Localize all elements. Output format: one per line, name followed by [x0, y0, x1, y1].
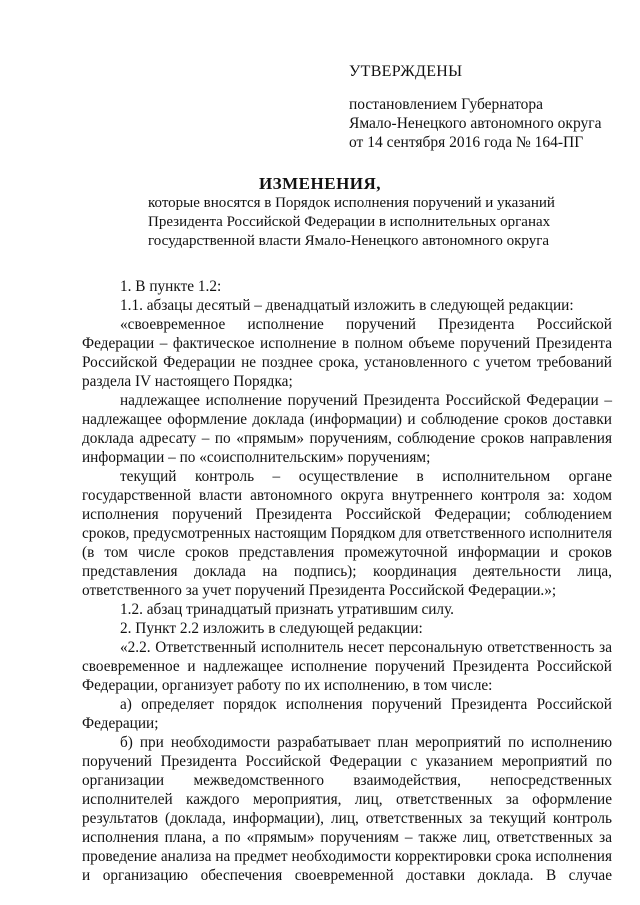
subtitle-line-3: государственной власти Ямало-Ненецкого автономного округа	[148, 233, 550, 249]
paragraph-9: а) определяет порядок исполнения поручений Президента Российской Федерации;	[82, 696, 612, 732]
paragraph-10: б) при необходимости разрабатывает план мероприятий по исполнению поручений Президента Российской Федерации с указанием мероприятий по организации межведомственного взаимодействия, непосредственных исполнителей каждого мероприятия, лиц, ответственных за оформление результатов (доклада, информации), лиц, ответственных за текущий контроль исполнения плана, а по «прямым» поручениям – также лиц, ответственных за проведение анализа на предмет необходимости корректировки срока исполнения и организацию обеспечения своевременной доставки доклада. В случае	[82, 734, 612, 884]
document-subtitle	[148, 194, 588, 251]
paragraph-2: 1.1. абзацы десятый – двенадцатый изложить в следующей редакции:	[120, 297, 574, 314]
paragraph-8: «2.2. Ответственный исполнитель несет персональную ответственность за своевременное и надлежащее исполнение поручений Президента Российской Федерации, организует работу по их исполнению, в том числе:	[82, 639, 612, 694]
approval-line-2: Ямало-Ненецкого автономного округа	[349, 115, 602, 132]
document-body	[82, 277, 612, 885]
subtitle-line-1: которые вносятся в Порядок исполнения поручений и указаний	[148, 195, 555, 211]
paragraph-6: 1.2. абзац тринадцатый признать утратившим силу.	[120, 601, 455, 618]
paragraph-4: надлежащее исполнение поручений Президента Российской Федерации – надлежащее оформление доклада (информации) и соблюдение сроков доставки доклада адресату – по «прямым» поручениям, соблюдение сроков направления информации – по «соисполнительским» поручениям;	[82, 392, 612, 466]
paragraph-3: «своевременное исполнение поручений Президента Российской Федерации – фактическое исполнение в полном объеме поручений Президента Российской Федерации не позднее срока, установленного с учетом требований раздела IV настоящего Порядка;	[82, 316, 612, 390]
approval-block	[349, 62, 601, 152]
subtitle-line-2: Президента Российской Федерации в исполнительных органах	[148, 214, 551, 230]
paragraph-1: 1. В пункте 1.2:	[120, 278, 222, 295]
document-title: ИЗМЕНЕНИЯ,	[258, 174, 382, 193]
paragraph-7: 2. Пункт 2.2 изложить в следующей редакции:	[120, 620, 423, 637]
approval-line-1: постановлением Губернатора	[349, 96, 544, 113]
paragraph-5: текущий контроль – осуществление в исполнительном органе государственной власти автономного округа внутреннего контроля за: ходом исполнения поручений Президента Российской Федерации; соблюдением сроков, предусмотренных настоящим Порядком для ответственного исполнителя (в том числе сроков представления промежуточной информации и сроков представления доклада на подпись); координация деятельности лица, ответственного за учет поручений Президента Российской Федерации.»;	[82, 468, 612, 599]
approval-heading: УТВЕРЖДЕНЫ	[349, 63, 463, 80]
approval-line-3: от 14 сентября 2016 года № 164-ПГ	[349, 134, 584, 151]
